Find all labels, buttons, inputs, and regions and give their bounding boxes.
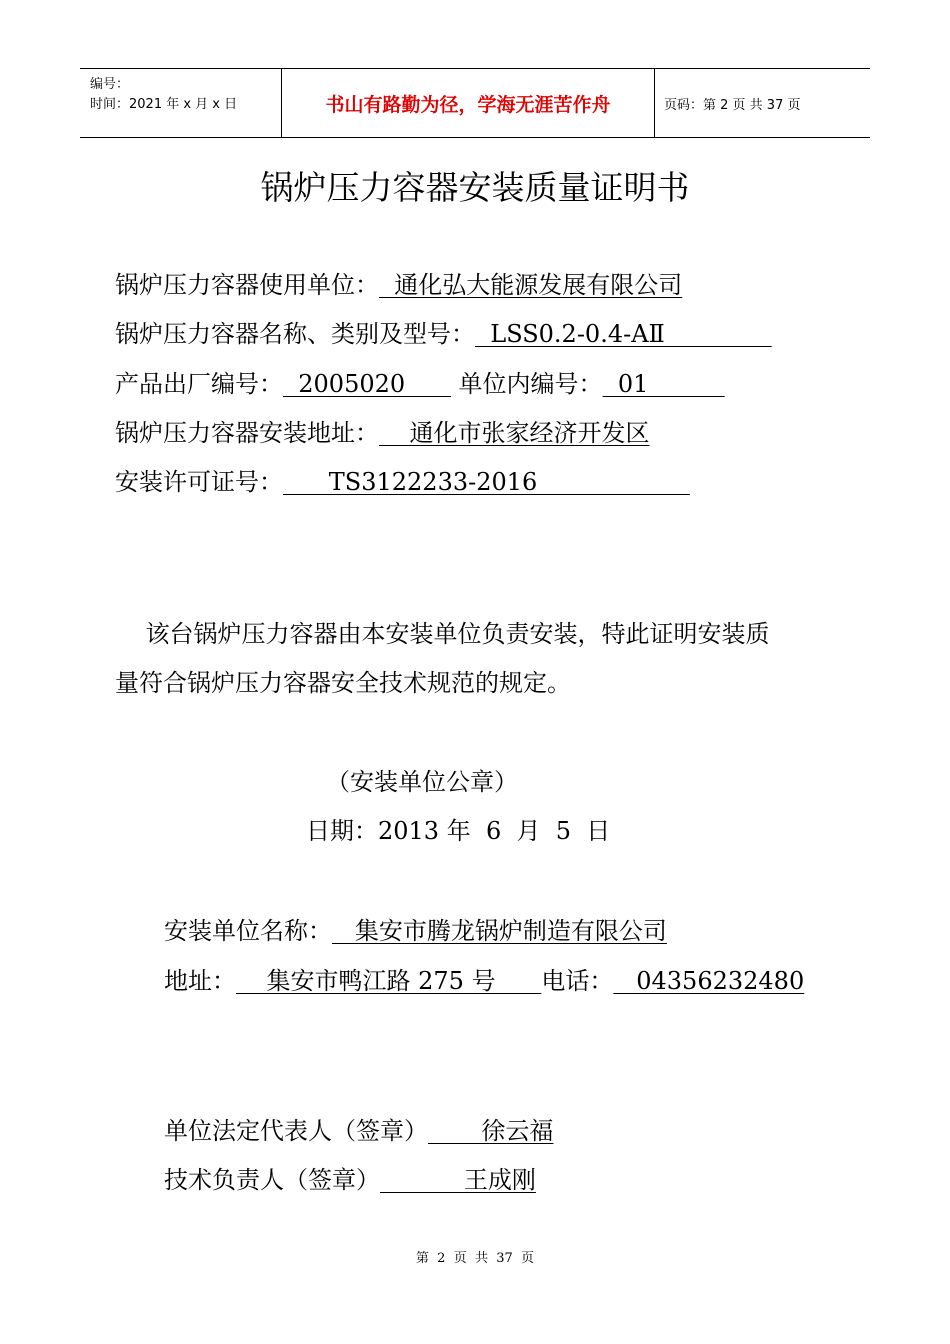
document-time-label: 时间：2021 年 x 月 x 日 bbox=[90, 97, 238, 112]
header-page-info: 页码：第 2 页 共 37 页 bbox=[664, 97, 801, 113]
field-label: 单位内编号： bbox=[450, 370, 603, 398]
installer-name bbox=[164, 916, 667, 946]
document-number-label: 编号： bbox=[90, 77, 130, 92]
field-value: 集安市鸭江路 275 号 bbox=[236, 967, 542, 995]
field-value: 徐云福 bbox=[428, 1117, 554, 1145]
seal-date: 日期：2013 年 6 月 5 日 bbox=[306, 817, 611, 845]
page-footer: 第 2 页 共 37 页 bbox=[415, 1251, 535, 1266]
signature-tech-lead bbox=[164, 1165, 536, 1195]
field-value: LSS0.2-0.4-AⅡ bbox=[475, 320, 772, 348]
field-label: 锅炉压力容器使用单位： bbox=[115, 271, 379, 299]
field-value: 通化市张家经济开发区 bbox=[379, 419, 650, 447]
field-value: 集安市腾龙锅炉制造有限公司 bbox=[332, 917, 667, 945]
field-install-address bbox=[115, 418, 650, 448]
field-value: 01 bbox=[602, 370, 725, 398]
field-label: 技术负责人（签章） bbox=[164, 1166, 380, 1194]
field-product-number bbox=[115, 369, 725, 399]
field-name-model bbox=[115, 319, 772, 349]
field-value: 04356232480 bbox=[613, 967, 805, 995]
document-title: 锅炉压力容器安装质量证明书 bbox=[260, 168, 690, 207]
field-label: 电话： bbox=[541, 967, 614, 995]
page-header bbox=[80, 68, 870, 138]
field-label: 地址： bbox=[164, 967, 236, 995]
installer-address-phone bbox=[164, 966, 804, 996]
field-value: 通化弘大能源发展有限公司 bbox=[379, 271, 683, 299]
field-label: 产品出厂编号： bbox=[115, 370, 283, 398]
field-label: 安装单位名称： bbox=[164, 917, 332, 945]
seal-label: （安装单位公章） bbox=[326, 768, 518, 796]
field-license-number bbox=[115, 467, 690, 497]
field-user-unit bbox=[115, 270, 682, 300]
field-value: TS3122233-2016 bbox=[283, 468, 690, 496]
header-meta-cell bbox=[80, 69, 282, 137]
field-label: 安装许可证号： bbox=[115, 468, 283, 496]
field-label: 单位法定代表人（签章） bbox=[164, 1117, 428, 1145]
statement-line-2: 量符合锅炉压力容器安全技术规范的规定。 bbox=[115, 669, 571, 697]
field-label: 锅炉压力容器名称、类别及型号： bbox=[115, 320, 475, 348]
header-motto: 书山有路勤为径，学海无涯苦作舟 bbox=[282, 69, 655, 137]
field-value: 2005020 bbox=[283, 370, 451, 398]
signature-legal-rep bbox=[164, 1116, 553, 1146]
field-label: 锅炉压力容器安装地址： bbox=[115, 419, 379, 447]
statement-line-1: 该台锅炉压力容器由本安装单位负责安装，特此证明安装质 bbox=[115, 620, 770, 648]
field-value: 王成刚 bbox=[380, 1166, 536, 1194]
